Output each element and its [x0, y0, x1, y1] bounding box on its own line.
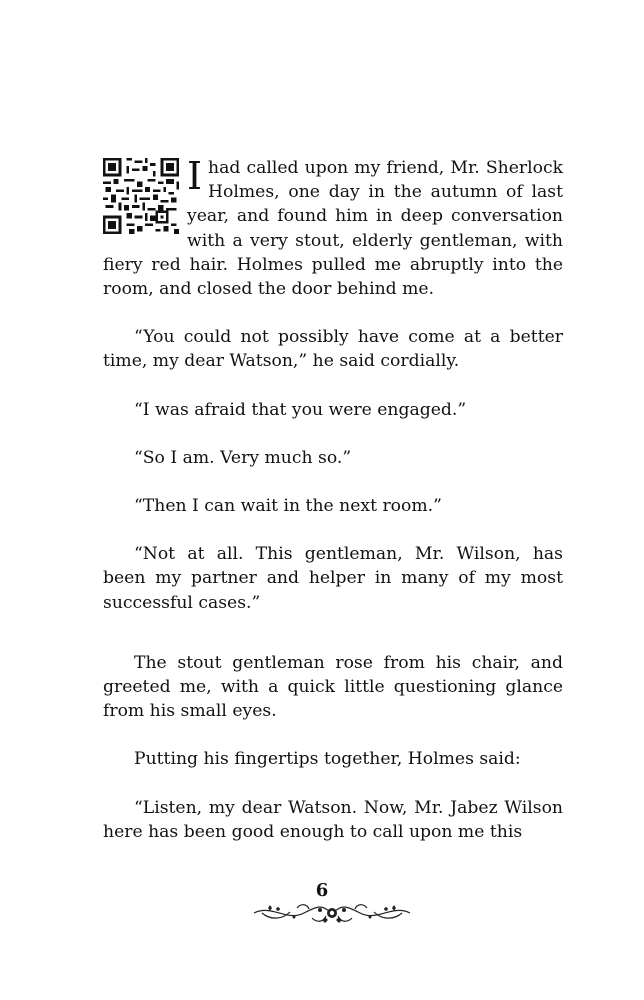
page-number: 6 — [315, 880, 329, 901]
paragraph-1-text: had called upon my friend, Mr. Sherlock Holmes, one day in the autumn of last year, and found him in deep conversation with a very stout, elderly gentleman, with fiery red hair. Holmes pulled me abruptly into the room, and closed the door behind me. — [103, 158, 563, 300]
drop-cap: I — [187, 154, 203, 198]
paragraph-6: “Not at all. This gentleman, Mr. Wilson, has been my partner and helper in many of my most successful cases.” — [103, 544, 563, 613]
paragraph-5: “Then I can wait in the next room.” — [134, 496, 442, 517]
paragraph-9: “Listen, my dear Watson. Now, Mr. Jabez Wilson here has been good enough to call upon me this — [103, 797, 563, 842]
floral-ornament-icon — [252, 900, 412, 926]
paragraph-8: Putting his fingertips together, Holmes said: — [134, 749, 521, 770]
body-text — [103, 156, 563, 844]
paragraph-1 — [103, 156, 563, 301]
paragraph-3: “I was afraid that you were engaged.” — [134, 399, 467, 420]
paragraph-4: “So I am. Very much so.” — [134, 447, 352, 468]
qr-code-icon — [103, 158, 179, 234]
paragraph-7: The stout gentleman rose from his chair, and greeted me, with a quick little questioning glance from his small eyes. — [103, 652, 563, 722]
paragraph-2: “You could not possibly have come at a better time, my dear Watson,” he said cordially. — [103, 327, 563, 372]
